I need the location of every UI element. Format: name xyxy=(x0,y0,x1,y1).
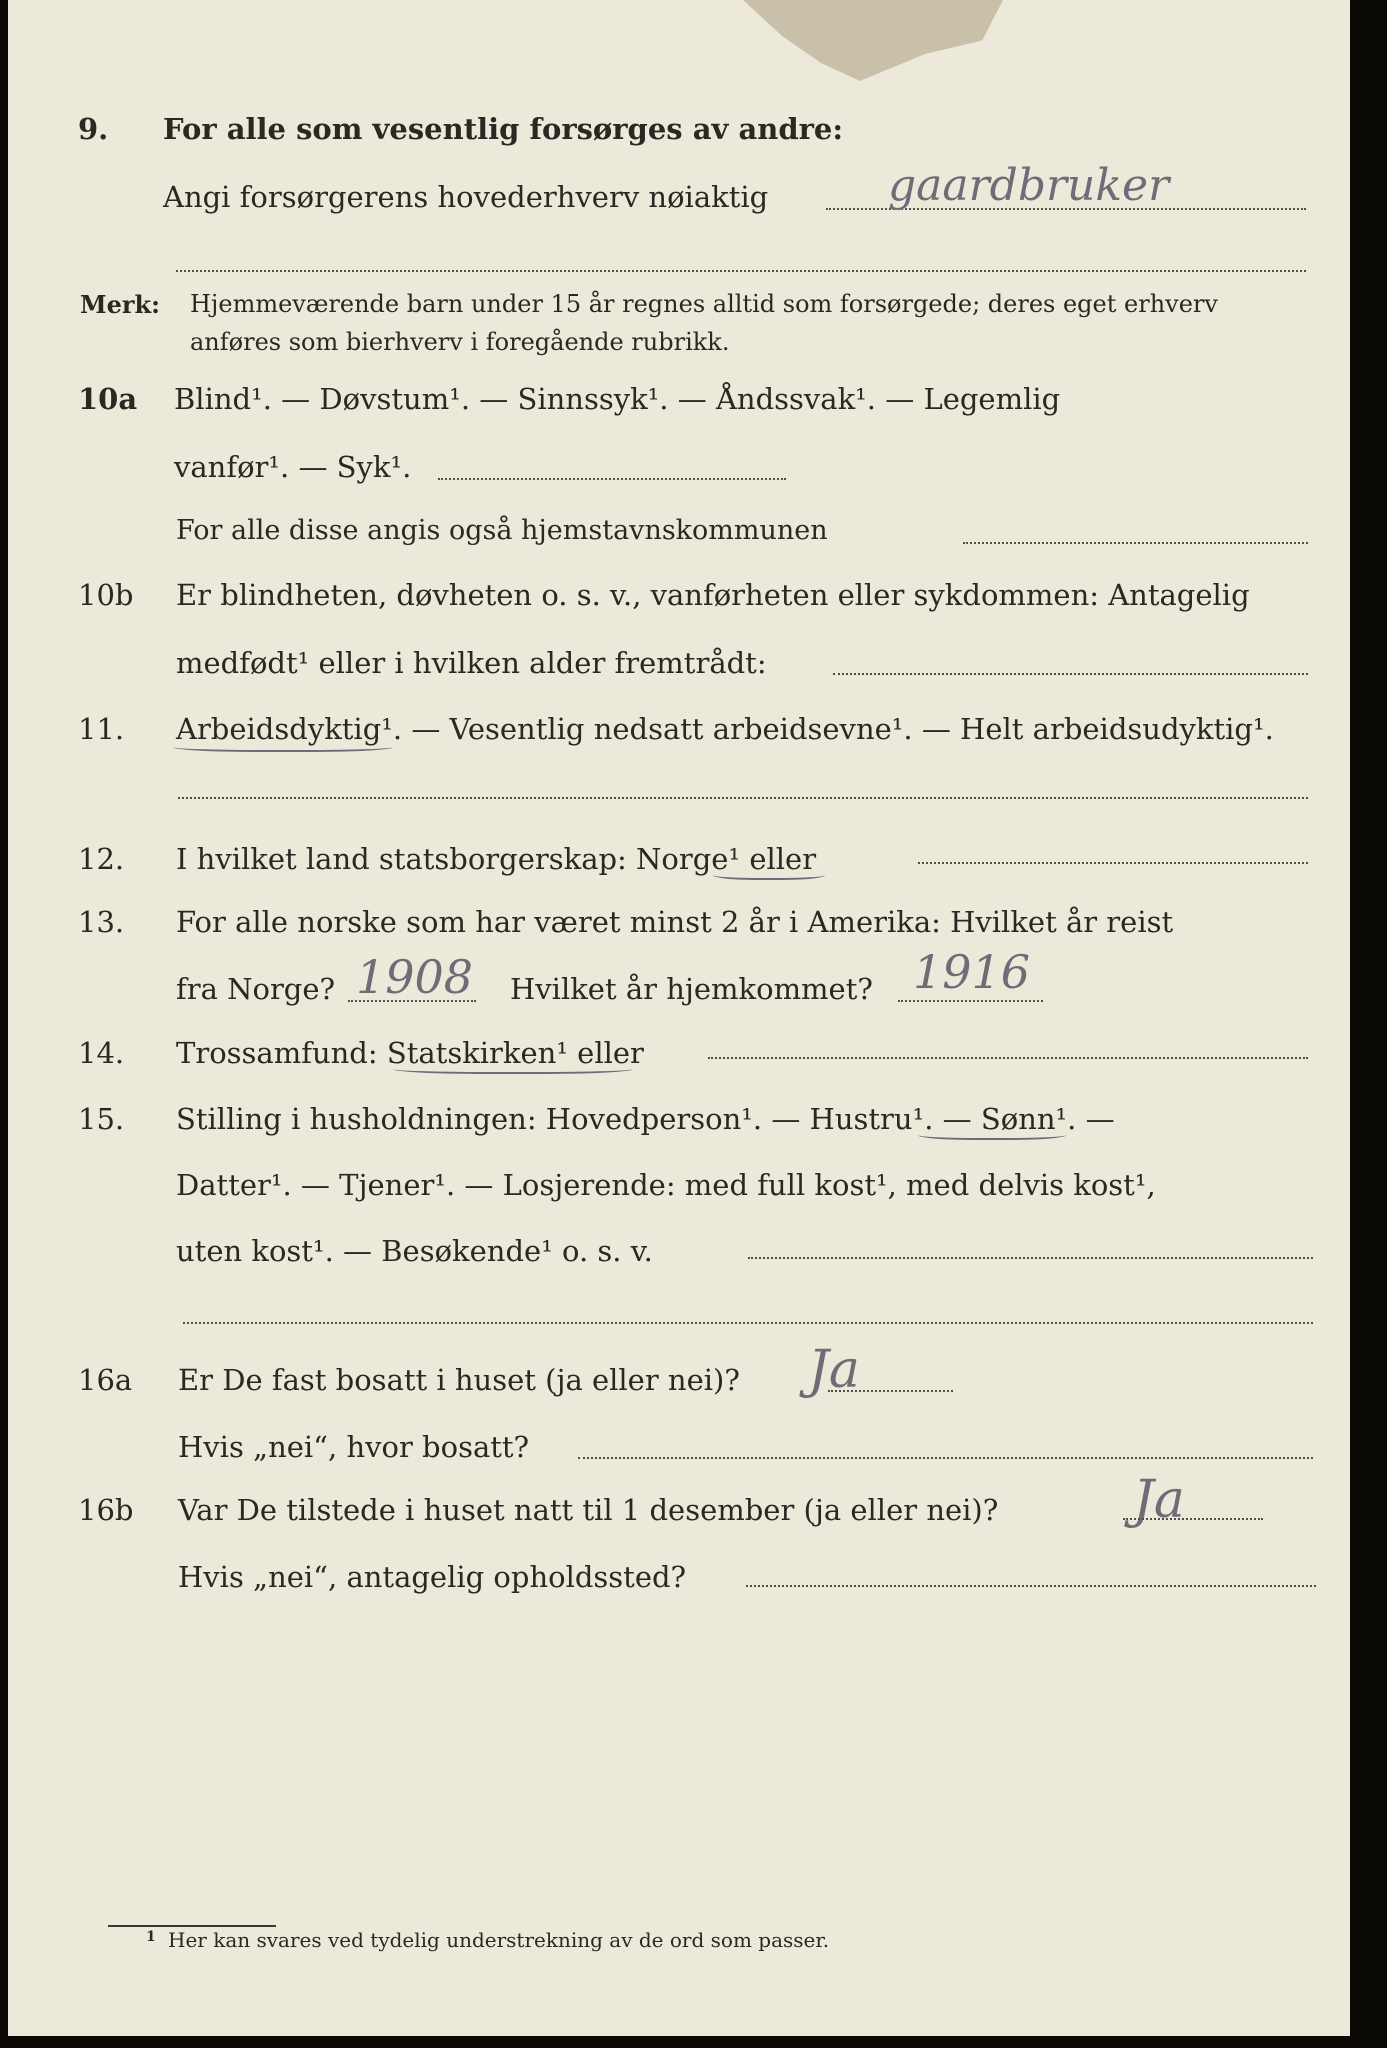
handwritten-answer-yes: Ja xyxy=(1133,1470,1185,1530)
question-13-text-2b: Hvilket år hjemkommet? xyxy=(510,972,873,1006)
question-15-row-1 xyxy=(8,1102,1350,1152)
question-9-heading: For alle som vesentlig forsørges av andre: xyxy=(163,112,844,146)
question-12-row xyxy=(8,842,1350,892)
answer-line xyxy=(438,478,786,480)
question-number: 12. xyxy=(78,842,125,876)
answer-line xyxy=(746,1585,1316,1587)
answer-line xyxy=(898,1000,1043,1002)
note-row-2 xyxy=(8,328,1350,378)
question-10b-text-1: Er blindheten, døvheten o. s. v., vanførheten eller sykdommen: Antagelig xyxy=(176,578,1250,612)
question-12-text: I hvilket land statsborgerskap: Norge¹ eller xyxy=(176,842,817,876)
question-10a-text-3: For alle disse angis også hjemstavnskommunen xyxy=(176,515,828,546)
footnote-rule xyxy=(108,1925,276,1927)
question-11-text: Arbeidsdyktig¹. — Vesentlig nedsatt arbeidsevne¹. — Helt arbeidsudyktig¹. xyxy=(176,712,1274,746)
question-11-row xyxy=(8,712,1350,762)
question-13-text-2a: fra Norge? xyxy=(176,972,336,1006)
torn-corner xyxy=(743,0,1003,90)
question-13-row-2 xyxy=(8,972,1350,1022)
question-10b-text-2: medfødt¹ eller i hvilken alder fremtrådt: xyxy=(176,646,767,680)
answer-line xyxy=(183,1322,1313,1324)
handwritten-occupation: gaardbruker xyxy=(888,160,1170,211)
question-number: 13. xyxy=(78,905,125,939)
answer-line xyxy=(963,542,1308,544)
question-15-text-1: Stilling i husholdningen: Hovedperson¹. — Hustru¹. — Sønn¹. — xyxy=(176,1102,1115,1136)
question-number: 11. xyxy=(78,712,125,746)
question-16b-text-2: Hvis „nei“, antagelig opholdssted? xyxy=(178,1560,687,1594)
footnote-text: Her kan svares ved tydelig understrekning av de ord som passer. xyxy=(168,1928,830,1952)
answer-line xyxy=(918,862,1308,864)
census-form-page xyxy=(8,0,1350,2036)
question-13-row-1 xyxy=(8,905,1350,955)
question-14-row xyxy=(8,1036,1350,1086)
question-10a-row-2 xyxy=(8,450,1350,500)
question-10a-row-3 xyxy=(8,515,1350,565)
question-16a-text-2: Hvis „nei“, hvor bosatt? xyxy=(178,1430,530,1464)
question-number: 10a xyxy=(78,382,138,416)
footnote-mark: 1 xyxy=(146,1929,156,1945)
handwritten-year-left: 1908 xyxy=(356,950,474,1004)
handwritten-underline xyxy=(713,868,825,880)
note-label: Merk: xyxy=(80,290,160,319)
handwritten-underline xyxy=(393,1062,633,1074)
question-number: 14. xyxy=(78,1036,125,1070)
question-number: 16a xyxy=(78,1363,133,1397)
answer-line xyxy=(1123,1518,1263,1520)
question-15-text-3: uten kost¹. — Besøkende¹ o. s. v. xyxy=(176,1234,653,1268)
handwritten-answer-yes: Ja xyxy=(808,1340,860,1400)
answer-line xyxy=(828,1390,953,1392)
question-10a-row-1 xyxy=(8,382,1350,432)
answer-line xyxy=(708,1057,1308,1059)
note-text-2: anføres som bierhverv i foregående rubrikk. xyxy=(190,328,730,356)
answer-line xyxy=(748,1257,1313,1259)
question-13-text-1: For alle norske som har været minst 2 år i Amerika: Hvilket år reist xyxy=(176,905,1174,939)
question-9-prompt: Angi forsørgerens hovederhverv nøiaktig xyxy=(163,180,769,214)
separator-line xyxy=(176,270,1306,272)
question-16b-text-1: Var De tilstede i huset natt til 1 desember (ja eller nei)? xyxy=(178,1493,999,1527)
question-10b-row-2 xyxy=(8,646,1350,696)
handwritten-underline xyxy=(173,740,393,752)
note-text-1: Hjemmeværende barn under 15 år regnes alltid som forsørgede; deres eget erhverv xyxy=(190,290,1218,318)
question-number: 9. xyxy=(78,112,109,146)
question-number: 15. xyxy=(78,1102,125,1136)
question-15-row-2 xyxy=(8,1168,1350,1218)
handwritten-underline xyxy=(918,1128,1066,1140)
answer-line xyxy=(833,673,1308,675)
question-10b-row-1 xyxy=(8,578,1350,628)
handwritten-year-return: 1916 xyxy=(913,945,1031,999)
question-number: 16b xyxy=(78,1493,134,1527)
question-14-text: Trossamfund: Statskirken¹ eller xyxy=(176,1036,644,1070)
question-16a-row-1 xyxy=(8,1363,1350,1413)
answer-line xyxy=(578,1457,1313,1459)
question-15-text-2: Datter¹. — Tjener¹. — Losjerende: med full kost¹, med delvis kost¹, xyxy=(176,1168,1156,1202)
question-10a-text-1: Blind¹. — Døvstum¹. — Sinnssyk¹. — Åndssvak¹. — Legemlig xyxy=(174,382,1061,416)
question-16a-text-1: Er De fast bosatt i huset (ja eller nei)? xyxy=(178,1363,740,1397)
question-9-heading-row xyxy=(8,112,1350,162)
question-15-row-3 xyxy=(8,1234,1350,1284)
question-10a-text-2: vanfør¹. — Syk¹. xyxy=(174,450,412,484)
answer-line xyxy=(178,797,1308,799)
question-number: 10b xyxy=(78,578,134,612)
